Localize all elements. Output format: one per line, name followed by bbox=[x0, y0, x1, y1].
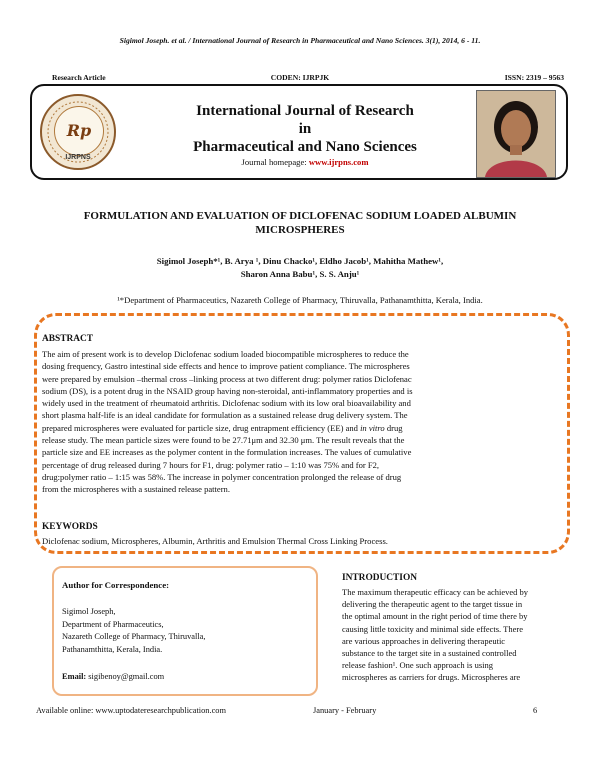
corr-place: Pathanamthitta, Kerala, India. bbox=[62, 644, 163, 654]
abstract-line: particle size and EE increases as the polymer content in the formulation increases. The values of cumulative bbox=[42, 447, 412, 458]
keywords-heading: KEYWORDS bbox=[42, 522, 98, 532]
author-portrait-icon bbox=[477, 91, 555, 177]
intro-line: the optimal amount in the right period of time there by bbox=[342, 611, 528, 622]
homepage-label: Journal homepage: bbox=[241, 157, 309, 167]
coden: CODEN: IJRPJK bbox=[270, 73, 330, 82]
abstract-line: release study. The mean particle sizes were found to be 27.71μm and 32.30 μm. The result reveals that the bbox=[42, 435, 405, 446]
intro-line: causing little toxicity and minimal side effects. There bbox=[342, 623, 523, 634]
abstract-line: sodium (DS), is a potent drug in the NSAID group having non-steroidal, anti-inflammatory properties and is bbox=[42, 385, 413, 396]
page-number: 6 bbox=[533, 706, 538, 715]
affiliation: ¹*Department of Pharmaceutics, Nazareth College of Pharmacy, Thiruvalla, Pathanamthitta, Kerala, India. bbox=[117, 295, 483, 305]
author-list bbox=[40, 255, 560, 281]
author-photo bbox=[476, 90, 556, 178]
correspondence-heading: Author for Correspondence: bbox=[62, 580, 170, 590]
corr-college: Nazareth College of Pharmacy, Thiruvalla, bbox=[62, 632, 206, 641]
abstract-italic: in vitro bbox=[360, 422, 385, 433]
authors-line2: Sharon Anna Babu¹, S. S. Anju¹ bbox=[240, 269, 360, 279]
seal-abbrev: IJRPNS bbox=[65, 154, 91, 161]
abstract-line: were prepared by emulsion –thermal cross –linking process at two different drug: polymer ratios Diclofenac bbox=[42, 373, 412, 384]
abstract-line: short plasma half-life is an ideal candidate for formulation as a sustained release drug delivery system. The bbox=[42, 410, 408, 421]
article-title bbox=[20, 209, 580, 237]
article-title-line1: FORMULATION AND EVALUATION OF DICLOFENAC SODIUM LOADED ALBUMIN bbox=[83, 210, 517, 222]
abstract-line: from the microspheres with a sustained release pattern. bbox=[42, 484, 230, 495]
seal-mark: Rp bbox=[54, 106, 104, 156]
abstract-line-part: prepared microspheres were evaluated for particle size, drug entrapment efficiency (EE) and bbox=[42, 422, 361, 433]
abstract-heading: ABSTRACT bbox=[42, 334, 94, 344]
intro-line: release fashion¹. One such approach is using bbox=[342, 660, 494, 671]
introduction-text bbox=[342, 586, 564, 684]
issn: ISSN: 2319 – 9563 bbox=[504, 73, 564, 82]
article-type: Research Article bbox=[52, 73, 106, 82]
intro-line: substance to the target site in a sustained controlled bbox=[342, 648, 517, 659]
corr-dept: Department of Pharmaceutics, bbox=[62, 619, 164, 629]
corr-email bbox=[62, 672, 164, 681]
journal-title bbox=[150, 102, 460, 156]
homepage-link[interactable]: www.ijrpns.com bbox=[308, 157, 369, 167]
journal-homepage bbox=[150, 157, 460, 167]
authors-line1: Sigimol Joseph*¹, B. Arya ¹, Dinu Chacko¹, Eldho Jacob¹, Mahitha Mathew¹, bbox=[156, 256, 444, 266]
abstract-line bbox=[42, 422, 554, 434]
abstract-line: widely used in the treatment of rheumatoid arthritis. Diclofenac sodium with its low oral bioavailability and bbox=[42, 398, 411, 409]
abstract-line: percentage of drug released during 7 hours for F1, drug: polymer ratio – 1:10 was 75% and for F2, bbox=[42, 459, 380, 470]
correspondence-address bbox=[62, 606, 205, 656]
intro-line: delivering the therapeutic agent to the target tissue in bbox=[342, 599, 523, 610]
footer-available-online: Available online: www.uptodateresearchpublication.com bbox=[36, 706, 226, 715]
keywords-text: Diclofenac sodium, Microspheres, Albumin, Arthritis and Emulsion Thermal Cross Linking Process. bbox=[42, 536, 388, 546]
email-label: Email: bbox=[62, 672, 89, 681]
abstract-line: dosing frequency, Gastro intestinal side effects and hence to improve patient compliance. The microspheres bbox=[42, 361, 410, 372]
journal-title-line2: in bbox=[298, 121, 312, 137]
journal-seal-icon bbox=[40, 94, 116, 170]
abstract-line: The aim of present work is to develop Diclofenac sodium loaded biocompatible microspheres to reduce the bbox=[42, 349, 409, 359]
corr-name: Sigimol Joseph, bbox=[62, 607, 116, 616]
abstract-line: drug:polymer ratio – 1:15 was 58%. The increase in polymer concentration prolonged the release of drug bbox=[42, 471, 402, 482]
intro-line: microspheres as carriers for drugs. Microspheres are bbox=[342, 672, 521, 683]
footer-period: January - February bbox=[313, 706, 377, 715]
intro-line: are various approaches in delivering therapeutic bbox=[342, 635, 506, 646]
article-title-line2: MICROSPHERES bbox=[255, 224, 345, 236]
abstract-line-part: drug bbox=[384, 422, 403, 433]
journal-title-line3: Pharmaceutical and Nano Sciences bbox=[193, 139, 417, 155]
introduction-heading: INTRODUCTION bbox=[342, 573, 418, 583]
intro-line: The maximum therapeutic efficacy can be achieved by bbox=[342, 587, 529, 597]
running-head: Sigimol Joseph. et al. / International Journal of Research in Pharmaceutical and Nano Sciences. 3(1), 2014, 6 - 11. bbox=[119, 36, 481, 45]
abstract-text bbox=[42, 348, 554, 496]
email-link[interactable]: sigibenoy@gmail.com bbox=[88, 672, 165, 681]
journal-title-line1: International Journal of Research bbox=[196, 103, 414, 119]
